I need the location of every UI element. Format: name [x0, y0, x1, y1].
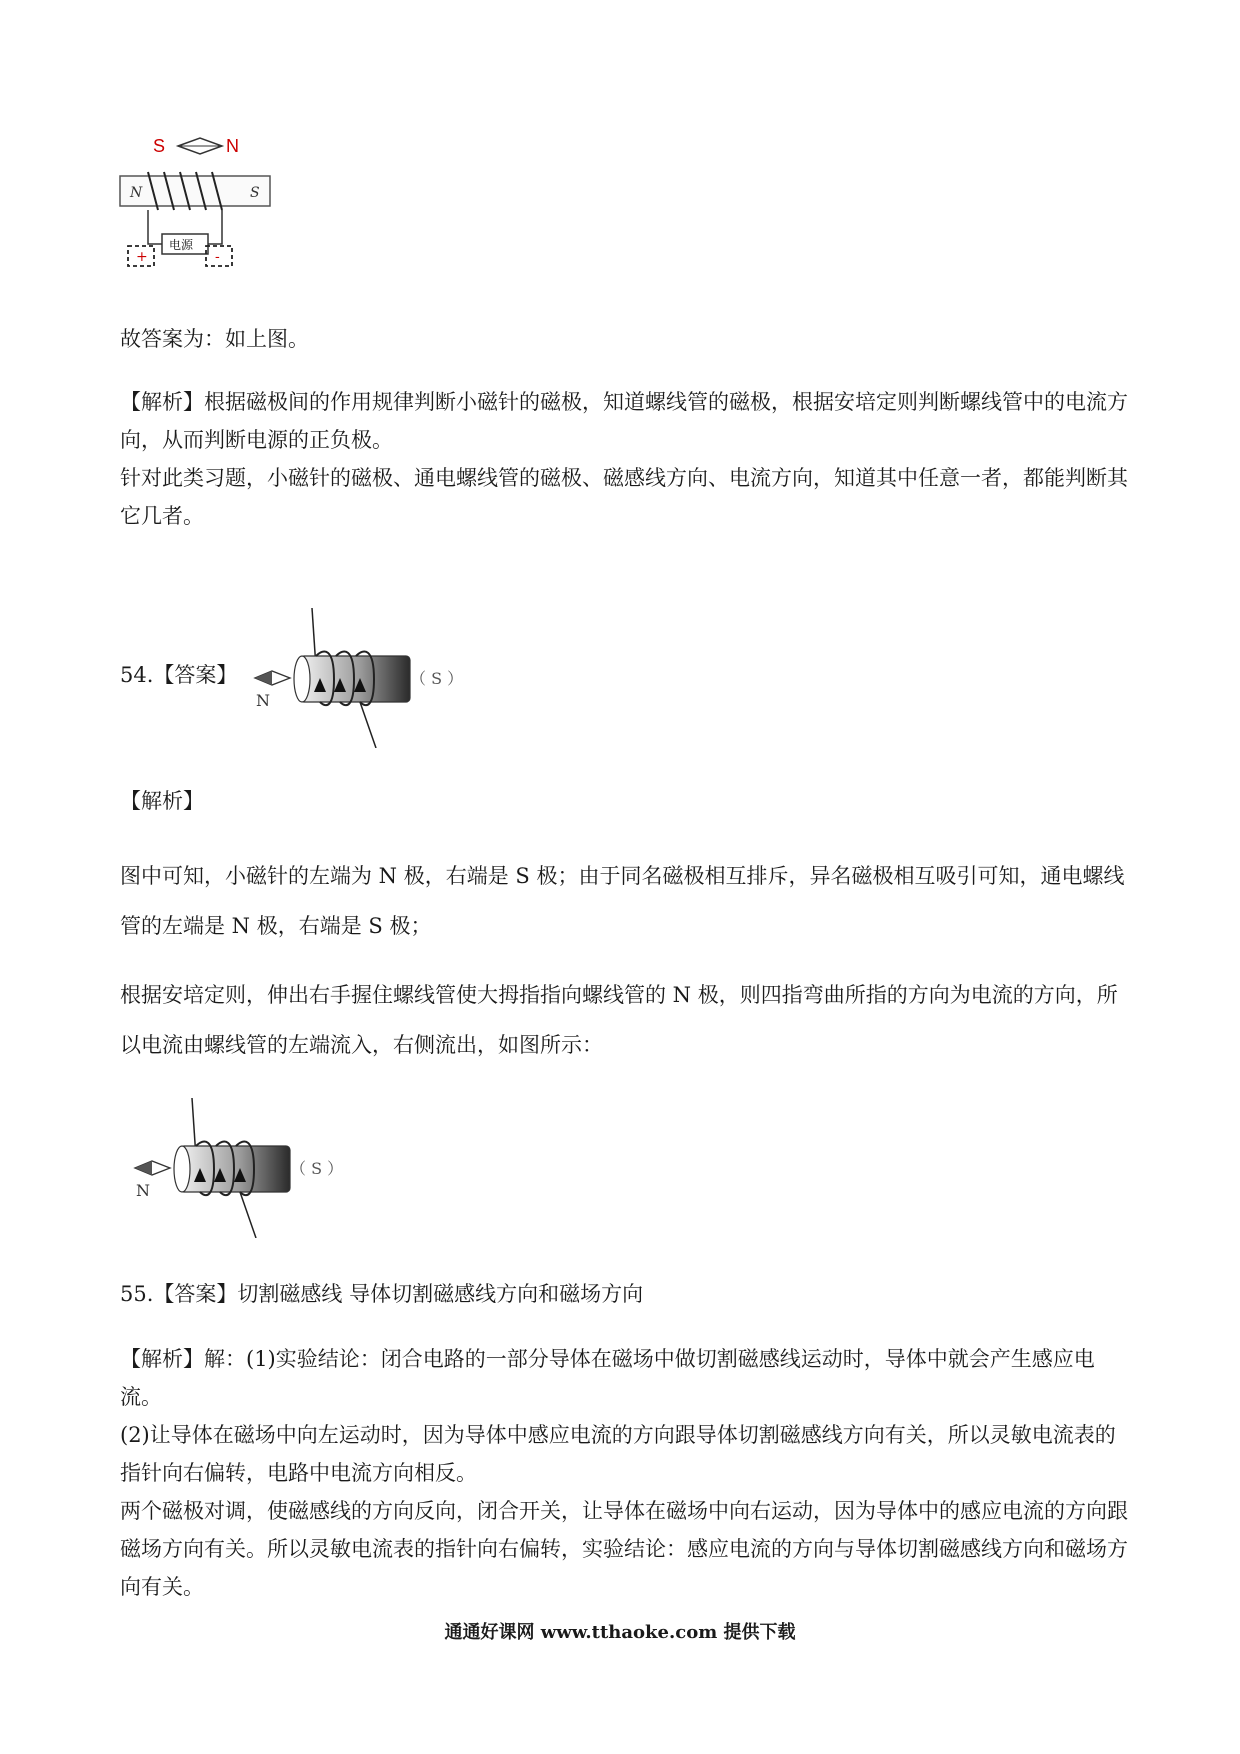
page-footer: 通通好课网 www.tthaoke.com 提供下载: [444, 1622, 796, 1643]
core-left-pole: N: [130, 185, 143, 201]
analysis-paragraph: (2)让导体在磁场中向左运动时，因为导体中感应电流的方向跟导体切割磁感线方向有关，所以灵敏电流表的指针向右偏转，电路中电流方向相反。: [120, 1423, 1116, 1485]
solenoid-pole-label: （ S ）: [290, 1159, 344, 1178]
solenoid-pole-label: （ S ）: [410, 669, 464, 688]
analysis-paragraph: 【解析】解：(1)实验结论：闭合电路的一部分导体在磁场中做切割磁感线运动时，导体中就会产生感应电流。: [120, 1347, 1095, 1409]
question-54-label: 54.【答案】: [120, 663, 238, 687]
needle-right-pole: N: [226, 136, 239, 156]
analysis-paragraph: 两个磁极对调，使磁感线的方向反向，闭合开关，让导体在磁场中向右运动，因为导体中的感应电流的方向跟磁场方向有关。所以灵敏电流表的指针向右偏转，实验结论：感应电流的方向与导体切割磁感线方向和磁场方向有关。: [120, 1499, 1128, 1599]
needle-pole-label: N: [256, 691, 270, 710]
terminal-right-sign: -: [215, 249, 220, 265]
solenoid-explanation-figure: [130, 1098, 350, 1238]
analysis-paragraph: 【解析】根据磁极间的作用规律判断小磁针的磁极，知道螺线管的磁极，根据安培定则判断螺线管中的电流方向，从而判断电源的正负极。: [120, 390, 1128, 452]
needle-left-pole: S: [153, 136, 166, 156]
core-right-pole: S: [250, 185, 260, 201]
needle-pole-label: N: [136, 1181, 150, 1200]
power-supply-label: 电源: [169, 238, 194, 252]
solenoid-answer-figure: [250, 608, 470, 748]
iron-core: [120, 176, 270, 206]
analysis-paragraph: 针对此类习题，小磁针的磁极、通电螺线管的磁极、磁感线方向、电流方向，知道其中任意一者，都能判断其它几者。: [120, 466, 1128, 528]
analysis-heading: 【解析】: [120, 789, 204, 813]
terminal-left-sign: +: [136, 249, 148, 265]
analysis-paragraph: 根据安培定则，伸出右手握住螺线管使大拇指指向螺线管的 N 极，则四指弯曲所指的方向为电流的方向，所以电流由螺线管的左端流入，右侧流出，如图所示：: [120, 983, 1118, 1057]
conclusion-text: 故答案为：如上图。: [120, 327, 309, 351]
question-55-answer: 55.【答案】切割磁感线 导体切割磁感线方向和磁场方向: [120, 1282, 644, 1306]
electromagnet-circuit-figure: [118, 128, 298, 298]
circuit-wire: [148, 210, 162, 244]
analysis-paragraph: 图中可知，小磁针的左端为 N 极，右端是 S 极；由于同名磁极相互排斥，异名磁极相互吸引可知，通电螺线管的左端是 N 极，右端是 S 极；: [120, 864, 1125, 938]
